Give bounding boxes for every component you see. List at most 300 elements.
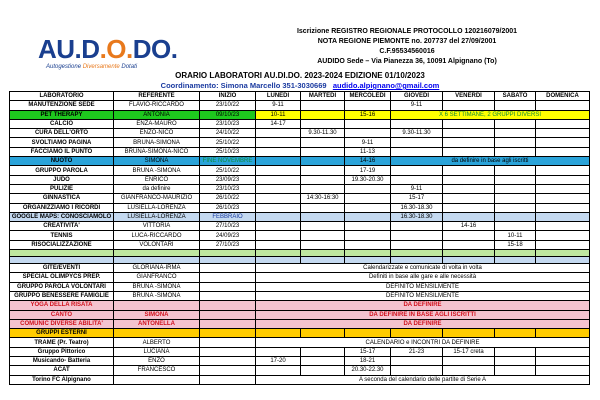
table-cell [443, 138, 495, 147]
table-cell: 21-23 [391, 347, 443, 356]
table-cell: 18-21 [345, 357, 391, 366]
table-cell [345, 129, 391, 138]
table-cell [495, 212, 536, 221]
table-cell: 14:30-16:30 [301, 194, 345, 203]
table-cell: FINE NOVEMBRE [200, 157, 256, 166]
table-cell [345, 194, 391, 203]
table-cell: RISOCIALIZZAZIONE [10, 240, 114, 249]
table-row [10, 119, 590, 128]
table-cell [301, 110, 345, 119]
table-cell: 9.30-11.30 [391, 129, 443, 138]
table-cell [495, 222, 536, 231]
table-cell: FEBBRAIO [200, 212, 256, 221]
table-cell [301, 147, 345, 156]
table-cell [495, 138, 536, 147]
column-header: MERCOLEDI [345, 92, 391, 101]
table-cell [301, 138, 345, 147]
table-row [10, 347, 590, 356]
table-cell: 25/10/22 [200, 138, 256, 147]
table-cell: Calendarizzate e comunicate di volta in volta [256, 264, 590, 273]
table-cell [301, 212, 345, 221]
table-cell [10, 250, 114, 257]
table-cell: GLORIANA-IRMA [114, 264, 200, 273]
table-cell: 9-11 [391, 101, 443, 110]
table-cell: TENNIS [10, 231, 114, 240]
audido-logo [38, 34, 178, 74]
table-cell [536, 250, 590, 257]
table-cell: TRAME (Pr. Teatro) [10, 338, 114, 347]
column-header: SABATO [495, 92, 536, 101]
table-cell [391, 175, 443, 184]
table-cell [301, 101, 345, 110]
table-row [10, 375, 590, 384]
table-cell: 15-16 [345, 110, 391, 119]
table-cell [256, 347, 301, 356]
table-row [10, 366, 590, 375]
table-row [10, 212, 590, 221]
table-cell [200, 291, 256, 300]
table-cell: 9-11 [391, 184, 443, 193]
table-cell: CREATIVITA' [10, 222, 114, 231]
table-cell: 16.30-18.30 [391, 212, 443, 221]
table-cell [495, 257, 536, 264]
column-header: REFERENTE [114, 92, 200, 101]
table-cell: ANTONELLA [114, 319, 200, 328]
table-row [10, 338, 590, 347]
column-header: VENERDI [443, 92, 495, 101]
table-cell [200, 347, 256, 356]
table-cell: da definire in base agli iscritti [391, 157, 590, 166]
table-cell [200, 282, 256, 291]
table-cell: 9-11 [345, 138, 391, 147]
table-cell: ORGANIZZIAMO I RICORDI [10, 203, 114, 212]
table-cell [443, 203, 495, 212]
table-cell [256, 175, 301, 184]
table-cell [391, 257, 443, 264]
table-cell: 16.30-18.30 [391, 203, 443, 212]
table-cell [443, 357, 495, 366]
table-cell [200, 366, 256, 375]
table-cell [345, 240, 391, 249]
table-cell: 23/10/23 [200, 184, 256, 193]
table-cell [200, 257, 256, 264]
table-cell [536, 222, 590, 231]
table-cell: ALBERTO [114, 338, 200, 347]
table-cell: 10-11 [495, 231, 536, 240]
table-cell [536, 366, 590, 375]
table-cell [114, 250, 200, 257]
table-cell: DA DEFINIRE [256, 319, 590, 328]
table-cell [536, 231, 590, 240]
table-cell [200, 301, 256, 310]
table-cell [256, 203, 301, 212]
table-cell: A seconda del calendario delle partite di Serie A [256, 375, 590, 384]
table-cell [391, 222, 443, 231]
table-cell [345, 222, 391, 231]
table-row [10, 264, 590, 273]
table-cell: Definiti in base alle gare e alle necessità [256, 273, 590, 282]
table-cell: GOOGLE MAPS: CONOSCIAMOLO [10, 212, 114, 221]
table-cell: 09/10/23 [200, 110, 256, 119]
table-row [10, 101, 590, 110]
table-cell [256, 147, 301, 156]
table-cell: 19.30-20.30 [345, 175, 391, 184]
coordination-line [0, 81, 600, 90]
table-cell [536, 175, 590, 184]
table-cell [443, 166, 495, 175]
table-cell: SPECIAL OLIMPYCS PREP. [10, 273, 114, 282]
table-cell [114, 329, 200, 338]
table-cell: 27/10/23 [200, 240, 256, 249]
table-row [10, 310, 590, 319]
table-row [10, 319, 590, 328]
table-cell: CALCIO [10, 119, 114, 128]
table-cell: GRUPPO BENESSERE FAMIGLIE [10, 291, 114, 300]
table-cell: DA DEFINIRE IN BASE AGLI ISCRITTI [256, 310, 590, 319]
table-row [10, 240, 590, 249]
table-cell [114, 375, 200, 384]
table-cell: FACCIAMO IL PUNTO [10, 147, 114, 156]
table-cell: 17-20 [256, 357, 301, 366]
column-header: MARTEDI [301, 92, 345, 101]
table-cell: LUSIELLA-LORENZA [114, 212, 200, 221]
table-cell [256, 184, 301, 193]
table-cell: GIANFRANCO-MAURIZIO [114, 194, 200, 203]
table-cell [536, 101, 590, 110]
table-cell [256, 366, 301, 375]
table-cell [200, 375, 256, 384]
table-cell [391, 166, 443, 175]
header-line-2: NOTA REGIONE PIEMONTE no. 207737 del 27/09/2001 [317, 38, 497, 45]
table-cell [443, 119, 495, 128]
table-cell [495, 347, 536, 356]
table-cell: YOGA DELLA RISATA [10, 301, 114, 310]
table-cell: 24/10/22 [200, 129, 256, 138]
table-cell [256, 240, 301, 249]
table-cell [301, 329, 345, 338]
table-cell: BRUNA-SIMONA-NICO [114, 147, 200, 156]
table-row [10, 222, 590, 231]
table-cell [495, 175, 536, 184]
table-cell: GIANFRANCO [114, 273, 200, 282]
table-row [10, 110, 590, 119]
column-header: GIOVEDI [391, 92, 443, 101]
table-cell [200, 310, 256, 319]
table-row [10, 184, 590, 193]
table-cell: 14-16 [443, 222, 495, 231]
table-cell: BRUNA -SIMONA [114, 291, 200, 300]
table-cell [495, 129, 536, 138]
table-cell: CALENDARIO e INCONTRI DA DEFINIRE [256, 338, 590, 347]
table-cell [301, 222, 345, 231]
logo-wordmark: AU.D.O.DO. [38, 34, 178, 64]
table-cell: SVOLTIAMO PAGINA [10, 138, 114, 147]
table-cell: LUCA-RICCARDO [114, 231, 200, 240]
table-cell: ENZO-NICO [114, 129, 200, 138]
table-row [10, 166, 590, 175]
table-cell: 17-19 [345, 166, 391, 175]
table-cell [443, 129, 495, 138]
table-cell: 26/10/23 [200, 203, 256, 212]
table-cell: SIMONA [114, 310, 200, 319]
table-cell: Gruppo Pittorico [10, 347, 114, 356]
column-header: LUNEDI [256, 92, 301, 101]
table-cell [391, 119, 443, 128]
table-cell [391, 240, 443, 249]
table-cell [345, 203, 391, 212]
table-cell: GRUPPO PAROLA [10, 166, 114, 175]
column-header: LABORATORIO [10, 92, 114, 101]
header-line-3: C.F.95534560016 [379, 48, 435, 55]
table-cell [536, 119, 590, 128]
table-cell: DEFINITO MENSILMENTE [256, 291, 590, 300]
table-cell [256, 138, 301, 147]
table-cell [495, 101, 536, 110]
table-cell [200, 319, 256, 328]
table-cell [301, 203, 345, 212]
table-cell: GITE/EVENTI [10, 264, 114, 273]
table-cell [200, 264, 256, 273]
table-cell [301, 257, 345, 264]
schedule-table [9, 91, 590, 385]
table-cell [200, 329, 256, 338]
table-cell: 23/10/23 [200, 119, 256, 128]
table-cell [391, 138, 443, 147]
table-cell: 15-17 [345, 347, 391, 356]
external-groups-title-row [10, 329, 590, 338]
table-row [10, 291, 590, 300]
table-cell: 9-11 [256, 101, 301, 110]
coordination-text: Coordinamento: Simona Marcello 351-3030669 [160, 81, 327, 90]
separator-row [10, 250, 590, 257]
table-cell [345, 231, 391, 240]
table-cell [536, 194, 590, 203]
table-row [10, 194, 590, 203]
table-cell [443, 212, 495, 221]
table-cell [256, 257, 301, 264]
table-cell: Musicando- Batteria [10, 357, 114, 366]
table-cell [301, 357, 345, 366]
table-cell [301, 366, 345, 375]
table-cell [443, 231, 495, 240]
table-cell [443, 101, 495, 110]
table-cell [495, 119, 536, 128]
table-cell: BRUNA-SIMONA [114, 138, 200, 147]
table-cell [391, 357, 443, 366]
table-cell [200, 250, 256, 257]
table-cell: 24/09/23 [200, 231, 256, 240]
table-cell [495, 329, 536, 338]
table-cell: LUCIANA [114, 347, 200, 356]
table-cell [256, 157, 301, 166]
table-row [10, 175, 590, 184]
table-cell: LUSIELLA-LORENZA [114, 203, 200, 212]
page-title: ORARIO LABORATORI AU.DI.DO. 2023-2024 EDIZIONE 01/10/2023 [175, 71, 425, 80]
table-cell [200, 273, 256, 282]
table-cell [495, 357, 536, 366]
table-row [10, 357, 590, 366]
table-cell: 10-11 [256, 110, 301, 119]
table-cell: 26/10/22 [200, 194, 256, 203]
table-cell [495, 147, 536, 156]
table-cell [495, 184, 536, 193]
table-cell [536, 166, 590, 175]
table-cell [301, 119, 345, 128]
table-cell [256, 129, 301, 138]
table-cell: 14-16 [345, 157, 391, 166]
table-cell: PULIZIE [10, 184, 114, 193]
table-cell [495, 203, 536, 212]
table-cell [391, 366, 443, 375]
table-cell [536, 129, 590, 138]
table-cell: 11-13 [345, 147, 391, 156]
table-cell: ENZO [114, 357, 200, 366]
table-cell [536, 212, 590, 221]
table-cell [536, 240, 590, 249]
separator-row [10, 257, 590, 264]
table-cell: CANTO [10, 310, 114, 319]
table-cell [536, 184, 590, 193]
table-cell: SIMONA [114, 157, 200, 166]
table-cell: ACAT [10, 366, 114, 375]
table-cell [443, 175, 495, 184]
table-cell: 23/10/22 [200, 101, 256, 110]
table-cell: 23/09/23 [200, 175, 256, 184]
table-cell [536, 203, 590, 212]
table-cell: PET THERAPY [10, 110, 114, 119]
table-cell [345, 250, 391, 257]
table-cell [345, 184, 391, 193]
table-cell: 20.30-22.30 [345, 366, 391, 375]
table-cell [345, 119, 391, 128]
table-cell [345, 329, 391, 338]
table-cell [536, 357, 590, 366]
table-cell: GINNASTICA [10, 194, 114, 203]
table-cell [301, 175, 345, 184]
table-cell [301, 184, 345, 193]
table-cell [301, 250, 345, 257]
table-cell [391, 250, 443, 257]
table-cell [256, 231, 301, 240]
table-cell: 15-18 [495, 240, 536, 249]
table-cell [443, 366, 495, 375]
table-cell [10, 257, 114, 264]
table-cell: DA DEFINIRE [256, 301, 590, 310]
table-cell: BRUNA -SIMONA [114, 282, 200, 291]
table-cell: FLAVIO-RICCARDO [114, 101, 200, 110]
column-header: DOMENICA [536, 92, 590, 101]
table-cell [495, 366, 536, 375]
table-cell: da definire [114, 184, 200, 193]
table-header [10, 92, 590, 101]
table-cell [256, 212, 301, 221]
table-cell [443, 329, 495, 338]
table-cell: GRUPPO PAROLA VOLONTARI [10, 282, 114, 291]
table-cell: GRUPPI ESTERNI [10, 329, 114, 338]
table-cell: COMUNIC DIVERSE ABILITA' [10, 319, 114, 328]
table-cell [114, 301, 200, 310]
table-cell [256, 222, 301, 231]
table-cell [301, 157, 345, 166]
table-cell [256, 329, 301, 338]
table-cell [256, 194, 301, 203]
table-cell: MANUTENZIONE SEDE [10, 101, 114, 110]
table-row [10, 203, 590, 212]
table-cell: JUDO [10, 175, 114, 184]
table-cell [345, 257, 391, 264]
table-cell [536, 147, 590, 156]
table-cell [256, 250, 301, 257]
table-cell [443, 240, 495, 249]
table-cell: 9.30-11.30 [301, 129, 345, 138]
table-cell [200, 357, 256, 366]
table-cell: X 6 SETTIMANE, 2 GRUPPI DIVERSI [391, 110, 590, 119]
table-row [10, 147, 590, 156]
table-cell [495, 194, 536, 203]
table-cell: 25/10/22 [200, 166, 256, 175]
table-row [10, 157, 590, 166]
email-link[interactable]: audido.alpignano@gmail.com [332, 81, 440, 90]
table-cell [443, 257, 495, 264]
table-cell: Torino FC Alpignano [10, 375, 114, 384]
column-header: INIZIO [200, 92, 256, 101]
table-cell: ENZA-MAURO [114, 119, 200, 128]
table-cell: BRUNA -SIMONA [114, 166, 200, 175]
table-cell [301, 347, 345, 356]
table-cell [495, 250, 536, 257]
table-row [10, 282, 590, 291]
logo-tagline: Autogestione Diversamente Dotati [46, 64, 138, 70]
table-cell [536, 257, 590, 264]
table-cell: 15-17 creta [443, 347, 495, 356]
table-cell: ANTONIA [114, 110, 200, 119]
table-cell [301, 240, 345, 249]
table-cell: 25/10/23 [200, 147, 256, 156]
table-cell: 14-17 [256, 119, 301, 128]
table-row [10, 301, 590, 310]
table-cell [443, 194, 495, 203]
table-cell [391, 231, 443, 240]
table-cell: CURA DELL'ORTO [10, 129, 114, 138]
table-cell: VOLONTARI [114, 240, 200, 249]
table-cell [536, 138, 590, 147]
header-line-4: AUDIDO Sede – Via Pianezza 36, 10091 Alpignano (To) [317, 58, 497, 65]
table-cell [345, 212, 391, 221]
table-row [10, 138, 590, 147]
table-cell [256, 166, 301, 175]
table-cell [443, 147, 495, 156]
table-row [10, 231, 590, 240]
table-cell [345, 101, 391, 110]
table-cell [443, 184, 495, 193]
table-cell [301, 166, 345, 175]
table-cell [536, 329, 590, 338]
table-cell [391, 329, 443, 338]
header-line-1: Iscrizione REGISTRO REGIONALE PROTOCOLLO 120216079/2001 [296, 28, 518, 35]
table-cell [495, 166, 536, 175]
table-cell [301, 231, 345, 240]
table-cell: ENRICO [114, 175, 200, 184]
table-cell [391, 147, 443, 156]
table-cell [114, 257, 200, 264]
table-cell: 27/10/23 [200, 222, 256, 231]
table-row [10, 129, 590, 138]
table-cell: DEFINITO MENSILMENTE [256, 282, 590, 291]
table-cell: 15-17 [391, 194, 443, 203]
table-cell: VITTORIA [114, 222, 200, 231]
table-cell [536, 347, 590, 356]
table-cell [443, 250, 495, 257]
